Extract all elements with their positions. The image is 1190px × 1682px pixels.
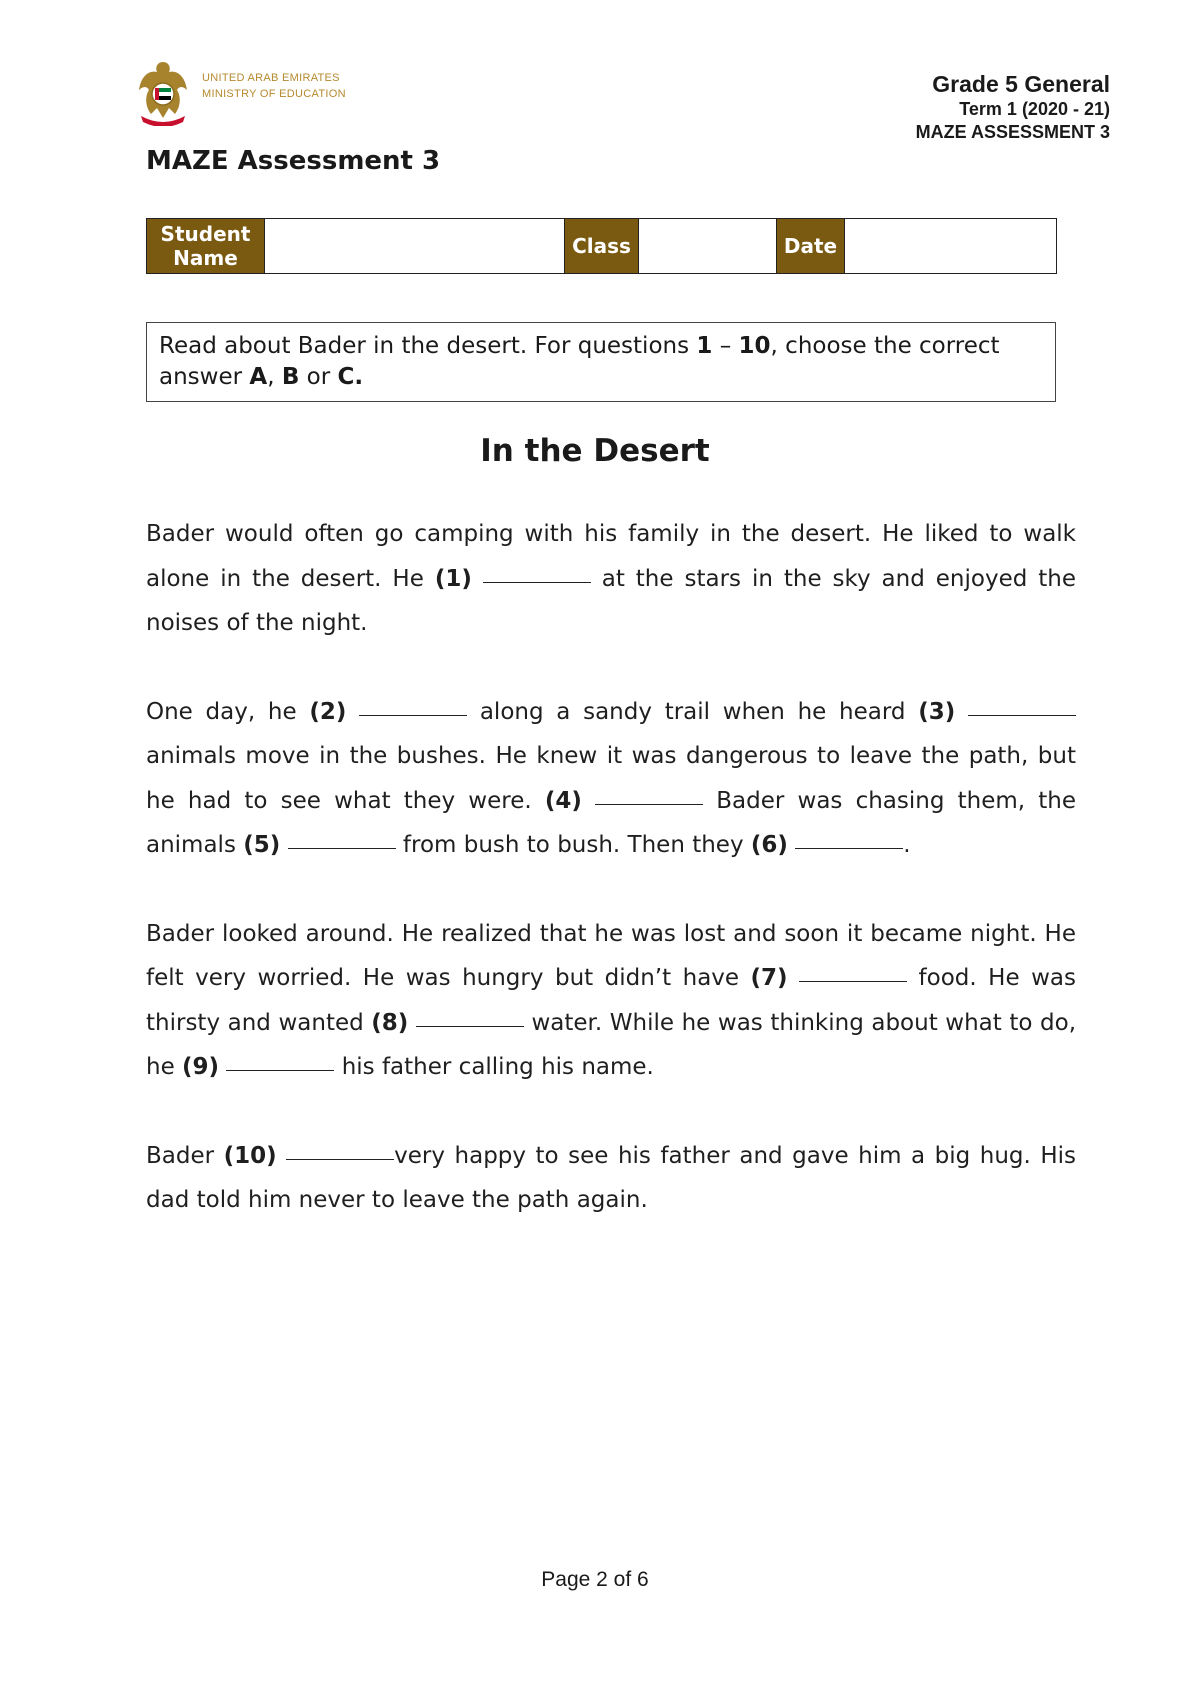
uae-emblem-logo-icon [135,56,191,126]
ministry-line-country: UNITED ARAB EMIRATES [202,72,340,84]
instructions-text: Read about Bader in the desert. For questions [159,333,697,359]
question-number-10: (10) [223,1142,277,1169]
answer-blank-1[interactable] [483,581,591,583]
answer-blank-8[interactable] [416,1025,524,1027]
ministry-name [202,70,346,102]
question-number-8: (8) [371,1009,409,1036]
question-number-7: (7) [750,965,788,991]
assessment-code: MAZE ASSESSMENT 3 [915,122,1110,142]
question-number-6: (6) [750,832,788,858]
date-label: Date [777,219,845,274]
ministry-line-ministry: MINISTRY OF EDUCATION [202,88,346,100]
question-number-4: (4) [544,787,582,814]
grade-header [916,70,1110,144]
story-paragraph-2 [146,690,1076,868]
question-number-5: (5) [243,832,281,858]
story-text: food. He was thirsty and wanted [146,965,1076,1036]
story-paragraph-1 [146,512,1076,646]
story-text: Bader [146,1142,224,1169]
class-field[interactable] [639,219,777,274]
page-title: MAZE Assessment 3 [146,146,441,176]
story-text: . [903,832,911,858]
option-b: B [281,364,300,390]
instructions-comma: , [267,364,282,390]
story-text: animals move in the bushes. He knew it was dangerous to leave the path, but he had to see what they were. [146,743,1076,814]
story-text: water. While he was thinking about what to do, he [146,1009,1077,1080]
student-info-table [146,218,1057,274]
date-field[interactable] [845,219,1057,274]
instructions-dash: – [712,333,739,359]
instructions-box [146,322,1056,402]
answer-blank-3[interactable] [968,714,1076,716]
story-body [146,512,1076,1267]
answer-blank-9[interactable] [226,1069,334,1071]
student-name-field[interactable] [265,219,565,274]
answer-blank-10[interactable] [286,1158,394,1160]
story-paragraph-3 [146,912,1076,1090]
story-text: Bader was chasing them, the animals [146,787,1077,858]
question-range-end: 10 [738,333,771,359]
story-text: very happy to see his father and gave him a big hug. His dad told him never to leave the path again. [146,1142,1077,1213]
story-text: at the stars in the sky and enjoyed the noises of the night. [146,565,1077,636]
class-label: Class [565,219,639,274]
option-a: A [249,364,268,390]
story-text: from bush to bush. Then they [395,832,751,858]
question-number-9: (9) [182,1054,220,1080]
answer-blank-7[interactable] [799,980,907,982]
answer-blank-4[interactable] [595,803,703,805]
student-name-label-line2: Name [173,246,238,270]
story-text: Bader looked around. He realized that he was lost and soon it became night. He felt very worried. He was hungry but didn’t have [146,920,1076,991]
page-number: Page 2 of 6 [541,1568,649,1591]
student-name-label [147,219,265,274]
answer-blank-6[interactable] [795,847,903,849]
story-text: One day, he [146,698,310,725]
story-title: In the Desert [480,433,710,469]
story-text: along a sandy trail when he heard [467,698,919,725]
instructions-text: , choose the correct answer [159,333,1000,390]
grade-label: Grade 5 General [932,71,1110,97]
student-name-label-line1: Student [160,222,251,246]
question-range-start: 1 [696,333,713,359]
instructions-or: or [299,364,338,390]
story-paragraph-4 [146,1134,1076,1223]
story-text: his father calling his name. [334,1054,654,1080]
option-c: C. [337,364,364,390]
answer-blank-5[interactable] [288,847,396,849]
answer-blank-2[interactable] [359,714,467,716]
question-number-2: (2) [309,698,347,725]
question-number-3: (3) [918,698,956,725]
term-label: Term 1 (2020 - 21) [959,99,1110,119]
story-text: Bader would often go camping with his family in the desert. He liked to walk alone in the desert. He [146,521,1076,592]
question-number-1: (1) [434,565,472,592]
